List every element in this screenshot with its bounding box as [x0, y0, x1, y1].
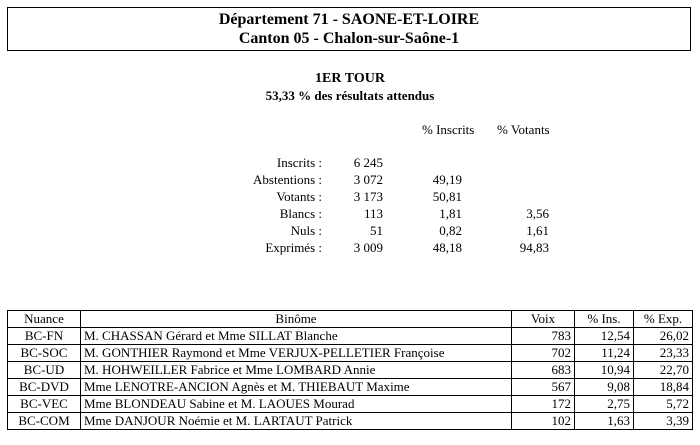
voix-cell: 683 [512, 362, 575, 379]
stat-label: Blancs : [279, 206, 322, 221]
stat-row [0, 172, 700, 189]
department-title: Département 71 - SAONE-ET-LOIRE [218, 11, 480, 28]
pct-ins-header: % Ins. [575, 311, 634, 328]
stat-value: 3 173 [353, 189, 383, 204]
round-title: 1ER TOUR [315, 71, 385, 86]
table-row [8, 396, 693, 413]
pct-ins-cell: 12,54 [575, 328, 634, 345]
table-row [8, 362, 693, 379]
binome-cell: M. CHASSAN Gérard et Mme SILLAT Blanche [81, 328, 512, 345]
results-progress: 53,33 % des résultats attendus [265, 88, 435, 103]
pct-ins-cell: 9,08 [575, 379, 634, 396]
pct-exp-cell: 18,84 [634, 379, 693, 396]
voix-cell: 102 [512, 413, 575, 430]
pct-exp-cell: 3,39 [634, 413, 693, 430]
stat-row [0, 155, 700, 172]
voix-header: Voix [512, 311, 575, 328]
nuance-cell: BC-DVD [8, 379, 81, 396]
table-row [8, 413, 693, 430]
results-header-row [8, 311, 693, 328]
pct-inscrits-header: % Inscrits [422, 122, 475, 137]
stat-pct-votants: 1,61 [526, 223, 549, 238]
nuance-cell: BC-VEC [8, 396, 81, 413]
binome-header: Binôme [81, 311, 512, 328]
department-header [7, 7, 691, 51]
table-row [8, 379, 693, 396]
voix-cell: 567 [512, 379, 575, 396]
stat-value: 3 009 [353, 240, 383, 255]
stat-label: Votants : [276, 189, 322, 204]
nuance-cell: BC-UD [8, 362, 81, 379]
stat-value: 113 [363, 206, 383, 221]
stat-pct-votants: 94,83 [519, 240, 549, 255]
pct-ins-cell: 11,24 [575, 345, 634, 362]
stat-label: Inscrits : [276, 155, 322, 170]
stat-row [0, 206, 700, 223]
pct-ins-cell: 2,75 [575, 396, 634, 413]
nuance-cell: BC-COM [8, 413, 81, 430]
stat-value: 6 245 [353, 155, 383, 170]
stat-pct-inscrits: 49,19 [432, 172, 462, 187]
binome-cell: Mme LENOTRE-ANCION Agnès et M. THIEBAUT Maxime [81, 379, 512, 396]
table-row [8, 345, 693, 362]
nuance-cell: BC-SOC [8, 345, 81, 362]
voix-cell: 702 [512, 345, 575, 362]
stat-label: Exprimés : [265, 240, 322, 255]
binome-cell: Mme DANJOUR Noémie et M. LARTAUT Patrick [81, 413, 512, 430]
stat-row [0, 189, 700, 206]
pct-exp-cell: 5,72 [634, 396, 693, 413]
binome-cell: M. HOHWEILLER Fabrice et Mme LOMBARD Annie [81, 362, 512, 379]
pct-exp-cell: 23,33 [634, 345, 693, 362]
stat-pct-inscrits: 0,82 [439, 223, 462, 238]
turnout-stats [0, 155, 700, 257]
stat-row [0, 223, 700, 240]
canton-title: Canton 05 - Chalon-sur-Saône-1 [238, 30, 460, 47]
results-table [7, 310, 693, 430]
stat-row [0, 240, 700, 257]
stat-value: 3 072 [353, 172, 383, 187]
nuance-header: Nuance [8, 311, 81, 328]
stat-value: 51 [370, 223, 383, 238]
stat-pct-inscrits: 1,81 [439, 206, 462, 221]
binome-cell: Mme BLONDEAU Sabine et M. LAOUES Mourad [81, 396, 512, 413]
pct-ins-cell: 1,63 [575, 413, 634, 430]
pct-exp-header: % Exp. [634, 311, 693, 328]
voix-cell: 172 [512, 396, 575, 413]
nuance-cell: BC-FN [8, 328, 81, 345]
pct-ins-cell: 10,94 [575, 362, 634, 379]
stat-label: Nuls : [290, 223, 322, 238]
stat-pct-inscrits: 50,81 [432, 189, 462, 204]
stat-label: Abstentions : [253, 172, 322, 187]
stat-pct-inscrits: 48,18 [432, 240, 462, 255]
voix-cell: 783 [512, 328, 575, 345]
pct-votants-header: % Votants [497, 122, 550, 137]
binome-cell: M. GONTHIER Raymond et Mme VERJUX-PELLETIER Françoise [81, 345, 512, 362]
table-row [8, 328, 693, 345]
stat-pct-votants: 3,56 [526, 206, 549, 221]
pct-exp-cell: 26,02 [634, 328, 693, 345]
pct-exp-cell: 22,70 [634, 362, 693, 379]
